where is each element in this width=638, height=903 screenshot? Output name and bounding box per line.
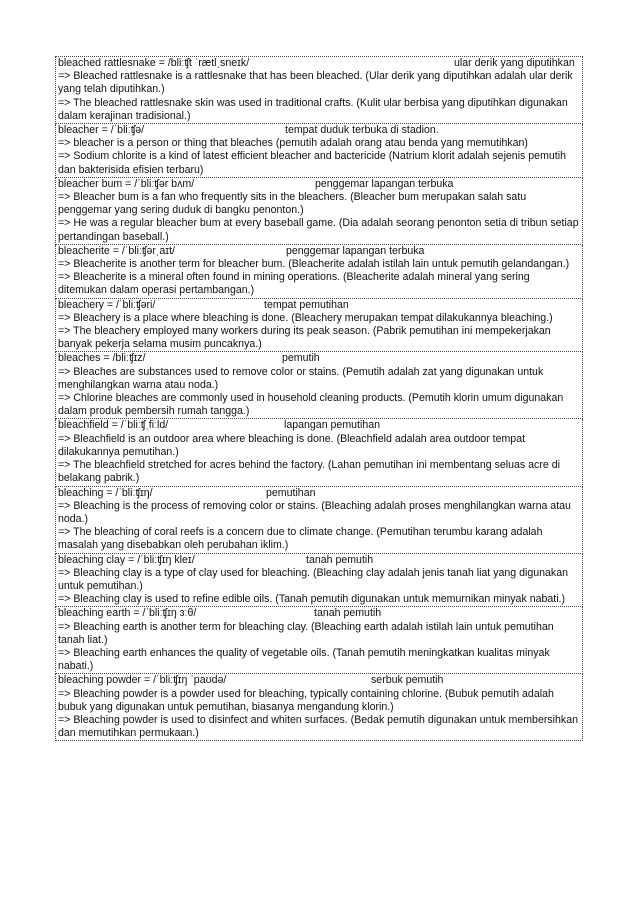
entry-term: bleaches = /bliːʧɪz/ — [58, 352, 146, 365]
dictionary-entry — [55, 57, 583, 124]
entry-term: bleacher = /ˈbliːʧə/ — [58, 124, 145, 137]
entry-example: => Bleachery is a place where bleaching is done. (Bleachery merupakan tempat dilakukannya bleaching.) — [58, 311, 553, 324]
entry-example: => bleacher is a person or thing that bleaches (pemutih adalah orang atau benda yang memutihkan) — [58, 137, 528, 150]
entry-meaning: lapangan pemutihan — [284, 419, 381, 432]
entry-example: => Bleaching clay is used to refine edible oils. (Tanah pemutih digunakan untuk memurnikan minyak nabati.) — [58, 593, 566, 606]
entry-example: => Bleaching powder is used to disinfect and whiten surfaces. (Bedak pemutih digunakan untuk membersihkan dan memutihkan permukaan.) — [58, 713, 578, 740]
entry-example: => Bleacher bum is a fan who frequently sits in the bleachers. (Bleacher bum merupakan salah satu penggemar yang sering duduk di bangku penonton.) — [58, 191, 527, 217]
entry-meaning: ular derik yang diputihkan — [454, 57, 575, 69]
dictionary-entry — [55, 487, 583, 554]
dictionary-entry — [55, 352, 583, 419]
dictionary-entry — [55, 178, 583, 245]
dictionary-entry — [55, 245, 583, 299]
entry-meaning: tempat duduk terbuka di stadion. — [285, 124, 439, 137]
entry-term: bleaching clay = /ˈbliːʧɪŋ kleɪ/ — [58, 553, 195, 566]
entry-term: bleacher bum = /ˈbliːʧər bʌm/ — [58, 177, 195, 190]
entry-term: bleachery = /ˈbliːʧəri/ — [58, 298, 156, 311]
entry-headline — [58, 124, 580, 137]
dictionary-entry — [55, 124, 583, 178]
entry-example: => Bleacherite is a mineral often found in mining operations. (Bleacherite adalah mineral yang sering ditemukan dalam operasi pertambangan.) — [58, 271, 530, 297]
entry-term: bleacherite = /ˈbliːʧərˌaɪt/ — [58, 244, 175, 257]
entry-headline — [58, 674, 580, 687]
entry-example: => Bleaching powder is a powder used for bleaching, typically containing chlorine. (Bubuk pemutih adalah bubuk yang digunakan untuk pemutihan, biasanya mengandung klorin.) — [58, 687, 554, 713]
entry-example: => Bleaching clay is a type of clay used for bleaching. (Bleaching clay adalah jenis tanah liat yang digunakan untuk pemutihan.) — [58, 566, 569, 592]
entry-example: => Bleached rattlesnake is a rattlesnake that has been bleached. (Ular derik yang diputihkan adalah ular derik yang telah diputihkan.) — [58, 70, 573, 96]
entry-example: => The bleached rattlesnake skin was used in traditional crafts. (Kulit ular berbisa yang diputihkan digunakan dalam kerajinan tradisional.) — [58, 96, 568, 122]
entry-term: bleaching = /ˈbliːʧɪŋ/ — [58, 486, 153, 499]
entry-meaning: pemutih — [282, 352, 320, 365]
entry-example: => Bleachfield is an outdoor area where bleaching is done. (Bleachfield adalah area outdoor tempat dilakukannya pemutihan.) — [58, 432, 526, 458]
dictionary-entry — [55, 299, 583, 353]
dictionary-entry-list — [55, 56, 583, 741]
entry-example: => Bleaching earth enhances the quality of vegetable oils. (Tanah pemutih meningkatkan kualitas minyak nabati.) — [58, 646, 550, 673]
entry-meaning: penggemar lapangan terbuka — [315, 177, 454, 190]
entry-example: => Sodium chlorite is a kind of latest efficient bleacher and bactericide (Natrium klorit adalah sejenis pemutih dan bakterisida efisien terbaru) — [58, 150, 566, 176]
entry-headline — [58, 57, 580, 70]
entry-term: bleachfield = /ˈbliːʧˌfiːld/ — [58, 419, 169, 432]
entry-example: => He was a regular bleacher bum at every baseball game. (Dia adalah seorang penonton setia di tribun setiap pertandingan baseball.) — [58, 217, 579, 243]
entry-headline — [58, 178, 580, 191]
entry-headline — [58, 607, 580, 620]
entry-meaning: tanah pemutih — [306, 553, 374, 566]
entry-example: => Bleacherite is another term for bleacher bum. (Bleacherite adalah istilah lain untuk pemutih gelandangan.) — [58, 258, 570, 271]
entry-example: => The bleaching of coral reefs is a concern due to climate change. (Pemutihan terumbu karang adalah masalah yang disebabkan oleh perubahan iklim.) — [58, 526, 543, 552]
entry-meaning: pemutihan — [266, 486, 316, 499]
entry-example: => Bleaches are substances used to remove color or stains. (Pemutih adalah zat yang digunakan untuk menghilangkan warna atau noda.) — [58, 365, 544, 391]
entry-example: => Bleaching is the process of removing color or stains. (Bleaching adalah proses menghilangkan warna atau noda.) — [58, 499, 571, 525]
entry-headline — [58, 419, 580, 432]
entry-example: => The bleachery employed many workers during its peak season. (Pabrik pemutihan ini mempekerjakan banyak pekerja selama musim puncaknya.) — [58, 325, 551, 351]
entry-meaning: tempat pemutihan — [264, 298, 349, 311]
dictionary-entry — [55, 674, 583, 741]
entry-term: bleaching powder = /ˈbliːʧɪŋ ˈpaʊdə/ — [58, 674, 227, 687]
dictionary-entry — [55, 419, 583, 486]
dictionary-entry — [55, 607, 583, 674]
entry-meaning: penggemar lapangan terbuka — [286, 244, 425, 257]
dictionary-entry — [55, 554, 583, 608]
entry-example: => Chlorine bleaches are commonly used in household cleaning products. (Pemutih klorin umum digunakan dalam produk pembersih rumah tangga.) — [58, 392, 564, 418]
entry-meaning: tanah pemutih — [314, 607, 382, 620]
entry-headline — [58, 299, 580, 312]
entry-example: => The bleachfield stretched for acres behind the factory. (Lahan pemutihan ini membentang seluas acre di belakang pabrik.) — [58, 459, 560, 485]
entry-meaning: serbuk pemutih — [371, 674, 444, 687]
entry-headline — [58, 245, 580, 258]
entry-headline — [58, 352, 580, 365]
entry-headline — [58, 487, 580, 500]
entry-term: bleached rattlesnake = /bliːʧt ˈrætlˌsneɪk/ — [58, 57, 250, 69]
entry-headline — [58, 554, 580, 567]
entry-example: => Bleaching earth is another term for bleaching clay. (Bleaching earth adalah istilah lain untuk pemutihan tanah liat.) — [58, 620, 554, 646]
entry-term: bleaching earth = /ˈbliːʧɪŋ ɜːθ/ — [58, 607, 197, 620]
